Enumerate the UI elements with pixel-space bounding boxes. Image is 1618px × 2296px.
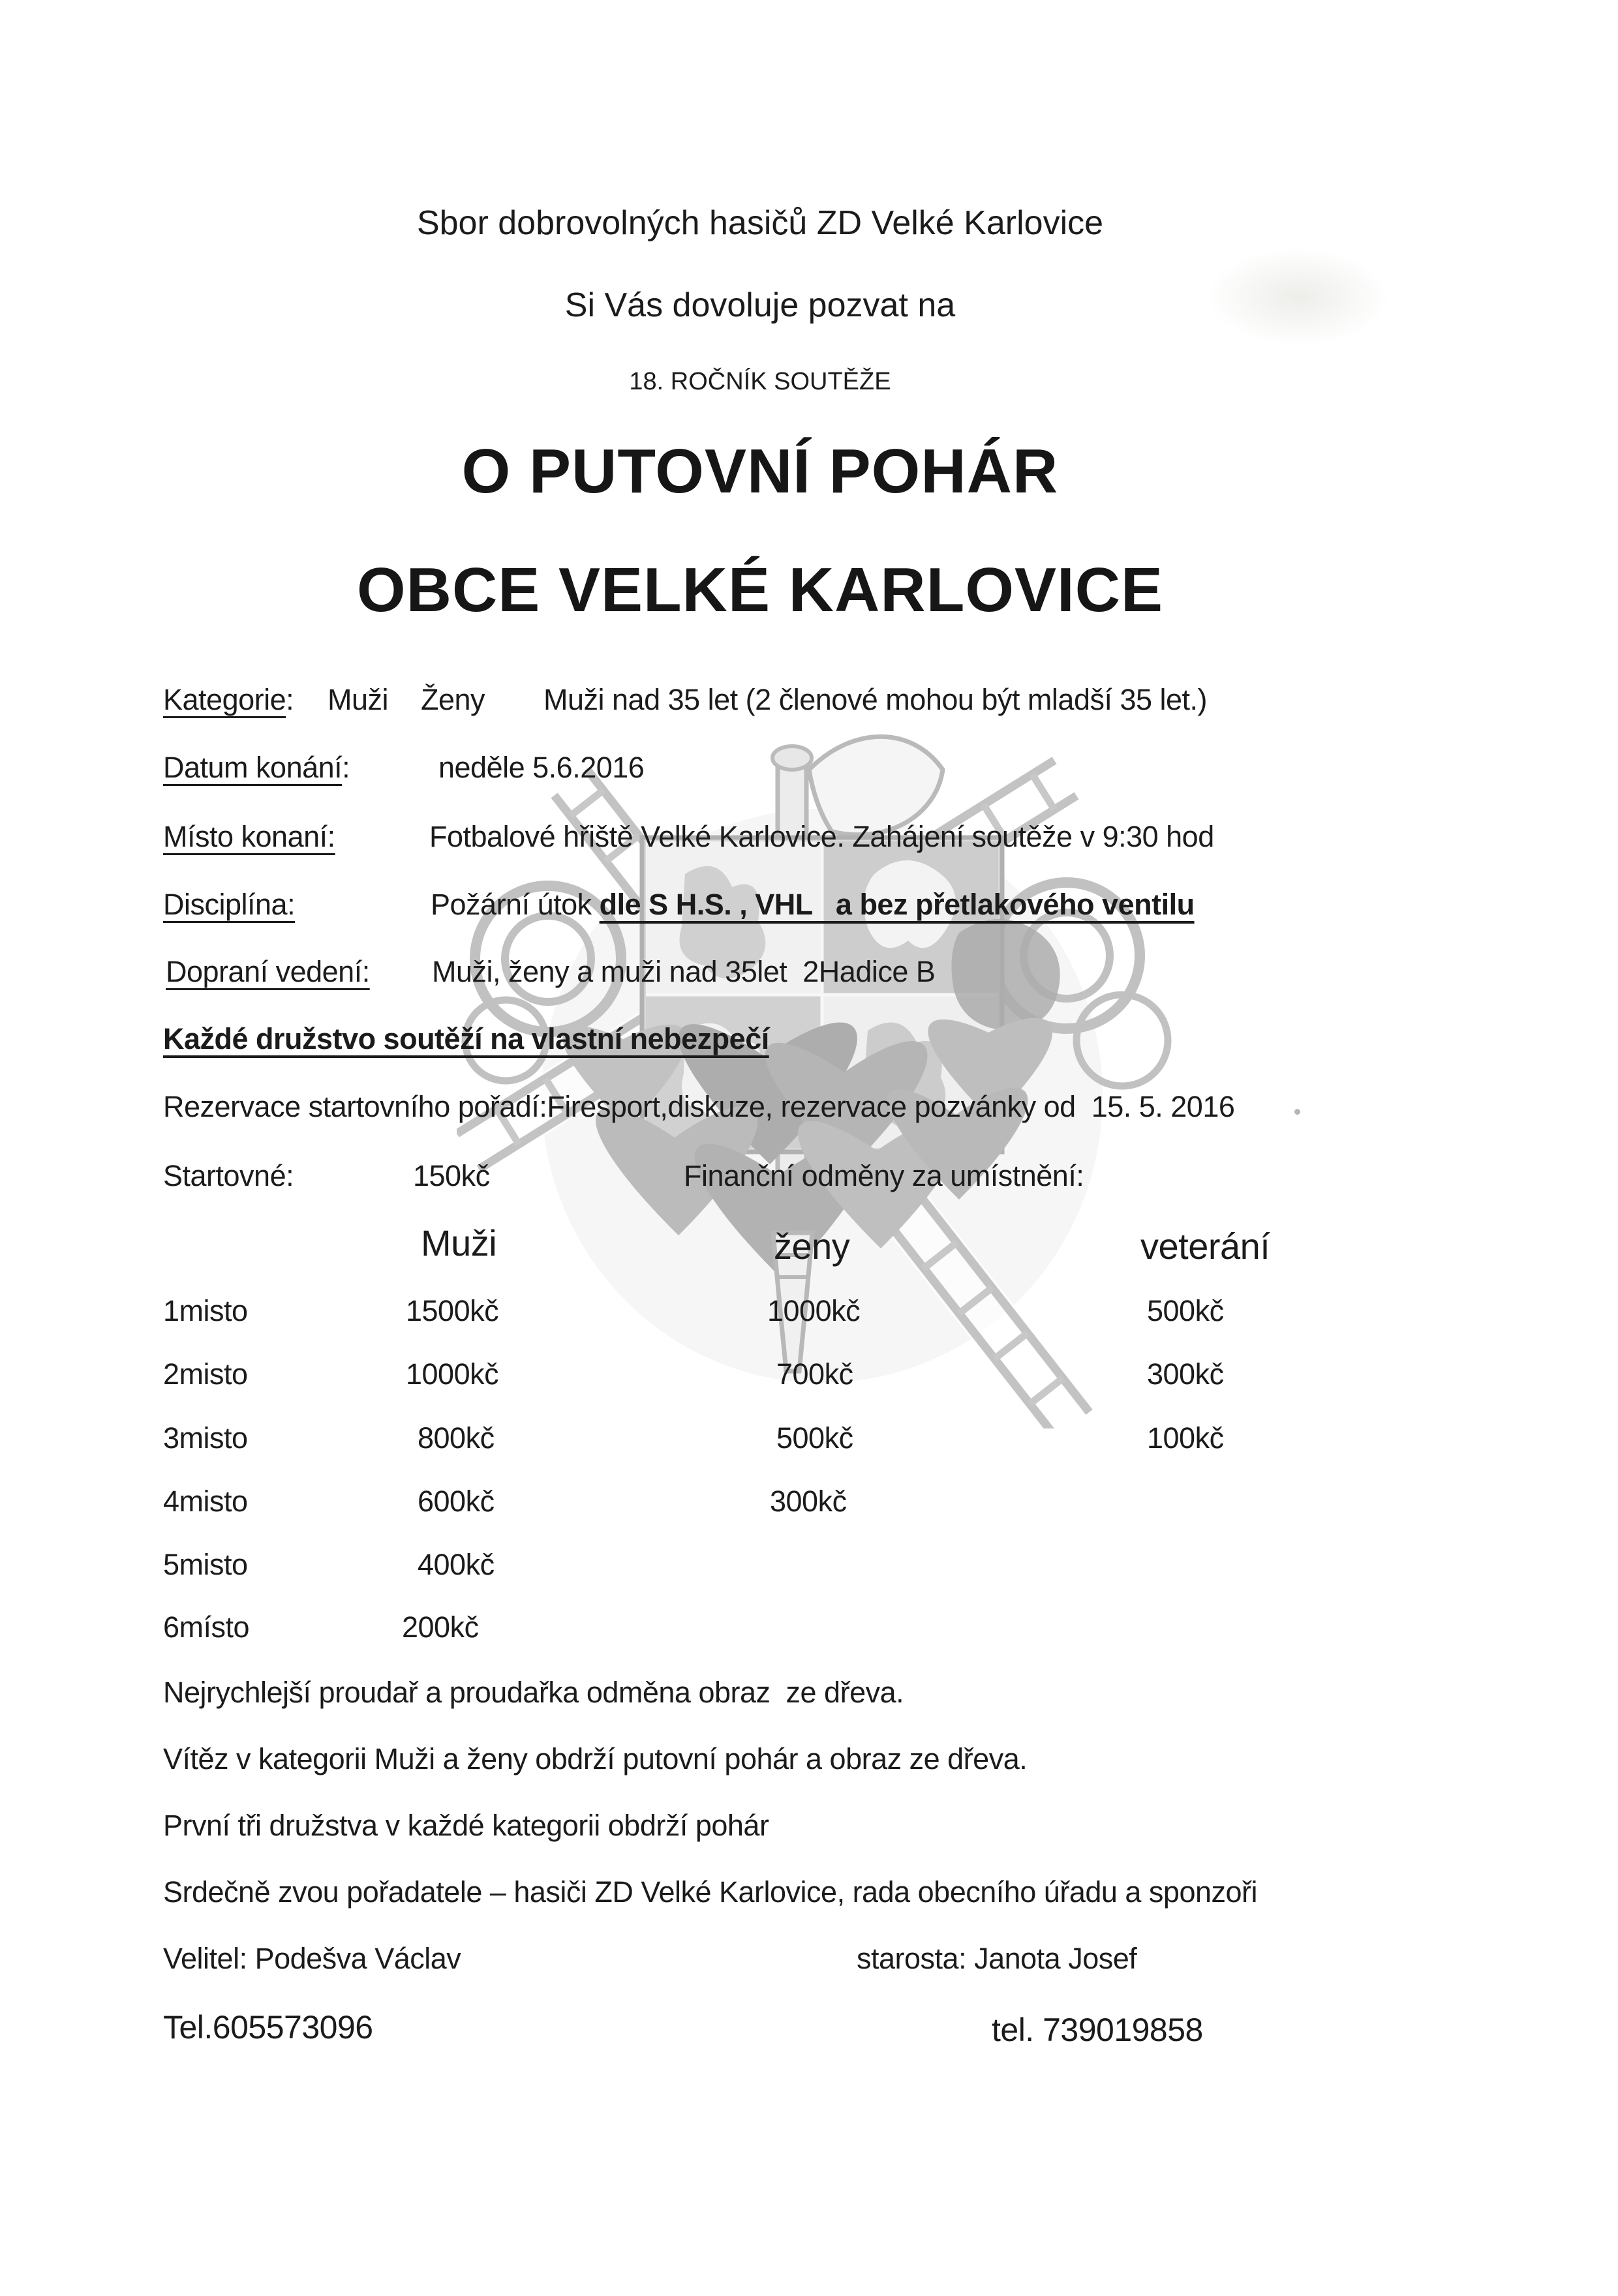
signature-starosta: starosta: Janota Josef	[857, 1942, 1137, 1975]
entry-fee-value: 150kč	[413, 1159, 490, 1192]
disciplina-value-plain: Požární útok	[431, 888, 600, 921]
prize-cell: 1000kč	[767, 1294, 861, 1327]
prize-cell: 200kč	[402, 1610, 479, 1644]
prize-col-veterans: veterání	[1140, 1226, 1270, 1267]
prize-row-place: 2misto	[163, 1357, 248, 1391]
misto-label-text: Místo konaní:	[163, 820, 335, 853]
note-organizers: Srdečně zvou pořadatele – hasiči ZD Velké Karlovice, rada obecního úřadu a sponzoři	[163, 1875, 1258, 1909]
prize-cell: 600kč	[418, 1485, 495, 1518]
phone-left: Tel.605573096	[163, 2009, 373, 2046]
prize-cell: 1000kč	[406, 1357, 499, 1391]
prize-row-place: 3misto	[163, 1421, 248, 1455]
prizes-title: Finanční odměny za umístnění:	[684, 1159, 1084, 1192]
prize-cell: 700kč	[776, 1357, 853, 1391]
datum-colon: :	[342, 751, 350, 784]
edition-line: 18. ROČNÍK SOUTĚŽE	[629, 368, 891, 395]
field-kategorie-label	[163, 684, 294, 716]
prize-cell: 300kč	[770, 1485, 847, 1518]
field-datum-value: neděle 5.6.2016	[438, 751, 645, 784]
prize-row-place: 1misto	[163, 1294, 248, 1327]
own-risk-warning: Každé družstvo soutěží na vlastní nebezpečí	[163, 1022, 769, 1055]
org-name-heading: Sbor dobrovolných hasičů ZD Velké Karlovice	[416, 204, 1104, 242]
prize-cell: 800kč	[418, 1421, 495, 1455]
prize-cell: 100kč	[1147, 1421, 1224, 1455]
note-winner-trophy: Vítěz v kategorii Muži a ženy obdrží putovní pohár a obraz ze dřeva.	[163, 1742, 1028, 1775]
prize-row-place: 5misto	[163, 1548, 248, 1581]
field-misto-value: Fotbalové hřiště Velké Karlovice. Zahájení soutěže v 9:30 hod	[429, 820, 1214, 853]
field-doprani-value: Muži, ženy a muži nad 35let 2Hadice B	[432, 955, 936, 988]
entry-fee-label: Startovné:	[163, 1159, 294, 1192]
note-top-three: První tři družstva v každé kategorii obdrží pohár	[163, 1809, 769, 1842]
prize-row-place: 4misto	[163, 1485, 248, 1518]
kategorie-colon: :	[286, 683, 294, 716]
field-misto-label	[163, 821, 335, 853]
disciplina-value-bold: dle S H.S. , VHL a bez přetlakového ventilu	[599, 888, 1195, 921]
kategorie-label-text: Kategorie	[163, 683, 286, 716]
main-title-line1: O PUTOVNÍ POHÁR	[461, 436, 1059, 506]
prize-cell: 400kč	[418, 1548, 495, 1581]
prize-col-men: Muži	[421, 1222, 497, 1263]
prize-row-place: 6místo	[163, 1610, 250, 1644]
disciplina-label-text: Disciplína:	[163, 888, 296, 921]
scan-dot-artifact	[1294, 1109, 1300, 1115]
doprani-label-text: Dopraní vedení:	[166, 955, 370, 988]
field-kategorie-value-over35: Muži nad 35 let (2 členové mohou být mladší 35 let.)	[543, 683, 1208, 716]
field-doprani-label	[166, 956, 370, 988]
field-kategorie-value-men: Muži	[328, 683, 389, 716]
prize-cell: 500kč	[776, 1421, 853, 1455]
field-kategorie-value-women: Ženy	[421, 683, 485, 716]
field-disciplina-label	[163, 888, 295, 921]
phone-right: tel. 739019858	[992, 2012, 1203, 2048]
prize-cell: 500kč	[1147, 1294, 1224, 1327]
signature-velitel: Velitel: Podešva Václav	[163, 1942, 461, 1975]
datum-label-text: Datum konání	[163, 751, 343, 784]
field-disciplina-value	[431, 888, 1195, 921]
prize-cell: 1500kč	[406, 1294, 499, 1327]
note-fastest-nozzle: Nejrychlejší proudař a proudařka odměna obraz ze dřeva.	[163, 1676, 904, 1709]
main-title-line2: OBCE VELKÉ KARLOVICE	[356, 555, 1164, 625]
prize-col-women: ženy	[774, 1226, 850, 1267]
field-datum-label	[163, 751, 350, 784]
reservation-line: Rezervace startovního pořadí:Firesport,diskuze, rezervace pozvánky od 15. 5. 2016	[163, 1090, 1235, 1123]
invitation-line: Si Vás dovoluje pozvat na	[564, 286, 956, 324]
prize-cell: 300kč	[1147, 1357, 1224, 1391]
